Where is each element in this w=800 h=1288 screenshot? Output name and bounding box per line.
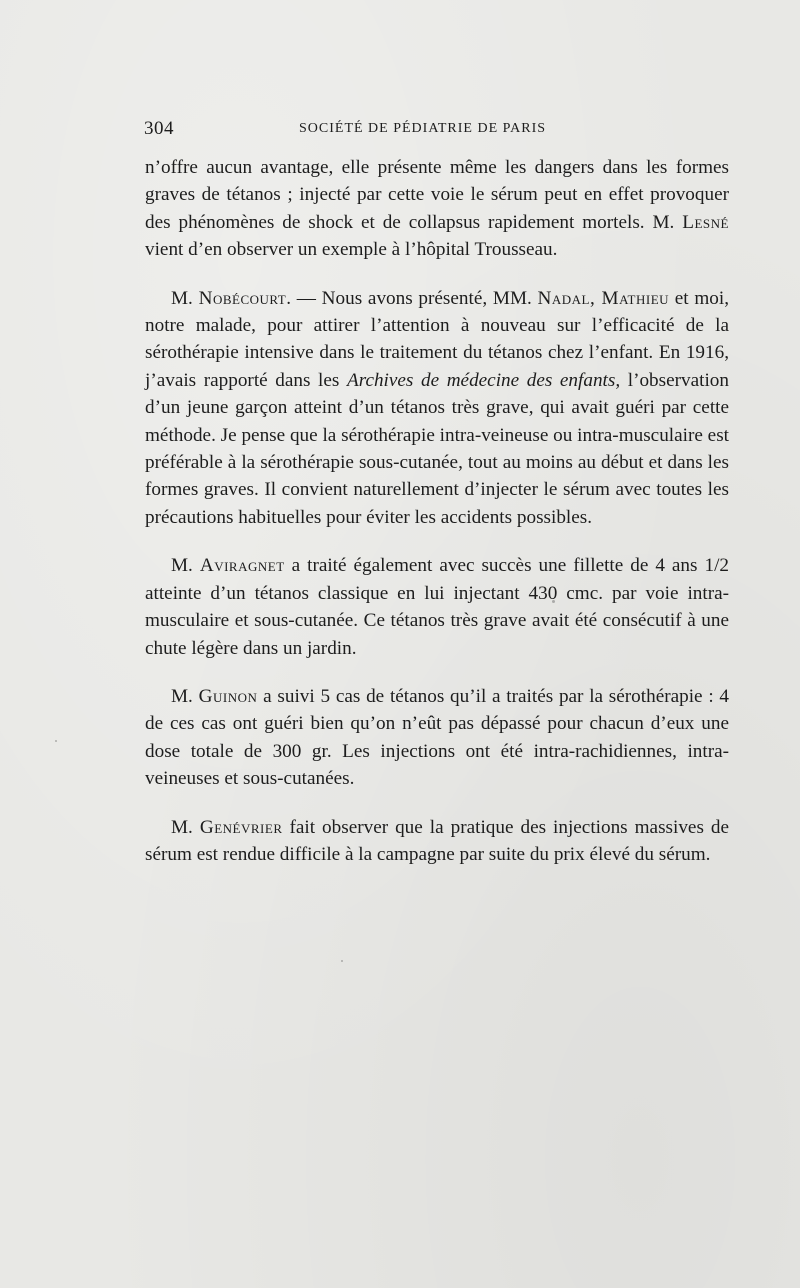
speaker-name: Nobécourt [198, 287, 287, 309]
running-head: SOCIÉTÉ DE PÉDIATRIE DE PARIS [299, 121, 547, 136]
paragraph-text: . — Nous avons présenté, MM. [286, 287, 538, 309]
page-number: 304 [144, 118, 174, 139]
paragraph-text: fait observer que la pratique des injections massives de sérum est rendue difficile à la campagne par suite du prix élevé du sérum. [145, 816, 730, 865]
journal-title: Archives de médecine des enfants, [346, 369, 621, 391]
paragraph-genevrier [145, 814, 729, 869]
speaker-name: Genévrier [199, 816, 283, 838]
author-name: Lesné [682, 211, 729, 233]
speaker-name: Aviragnet [199, 555, 285, 577]
speaker-name: Guinon [198, 685, 258, 707]
paragraph-text: vient d’en observer un exemple à l’hôpital Trousseau. [145, 239, 558, 261]
speaker-prefix: M. [171, 685, 199, 707]
author-names: Nadal, Mathieu [537, 287, 670, 309]
page-header [144, 118, 728, 142]
paper-speck [55, 740, 57, 742]
paper-speck [552, 600, 555, 603]
paragraph-text: a suivi 5 cas de tétanos qu’il a traités par la sérothérapie : 4 de ces cas ont guéri bien qu’on n’eût pas dépassé pour chacun d’eux une dose totale de 300 gr. Les injections ont été intra-rachidiennes, intra-veineuses et sous-cutanées. [145, 685, 729, 790]
body-text [145, 154, 729, 868]
speaker-prefix: M. [171, 555, 200, 577]
paragraph-text: et moi, notre malade, pour attirer l’attention à nouveau sur l’efficacité de la sérothérapie intensive dans le traitement du tétanos chez l’enfant. En 1916, j’avais rapporté dans les [145, 287, 729, 391]
paper-speck [341, 960, 343, 962]
paragraph-aviragnet [145, 552, 729, 662]
speaker-prefix: M. [171, 287, 199, 309]
paragraph-text: l’observation d’un jeune garçon atteint d’un tétanos très grave, qui avait guéri par cette méthode. Je pense que la sérothérapie intra-veineuse ou intra-musculaire est préférable à la sérothérapie sous-cutanée, tout au moins au début et dans les formes graves. Il convient naturellement d’injecter le sérum avec toutes les précautions habituelles pour éviter les accidents possibles. [145, 369, 729, 528]
paper-speck [716, 590, 718, 592]
speaker-prefix: M. [171, 816, 200, 838]
paragraph-text: a traité également avec succès une fillette de 4 ans 1/2 atteinte d’un tétanos classique en lui injectant 430 cmc. par voie intra-musculaire et sous-cutanée. Ce tétanos très grave avait été consécutif à une chute légère dans un jardin. [145, 555, 729, 659]
paragraph-nobecourt [145, 285, 729, 532]
paragraph-guinon [145, 683, 729, 793]
paragraph-continuation [145, 154, 729, 264]
paragraph-text: n’offre aucun avantage, elle présente même les dangers dans les formes graves de tétanos ; injecté par cette voie le sérum peut en effet provoquer des phénomènes de shock et de collapsus rapidement mortels. M. [145, 157, 729, 233]
